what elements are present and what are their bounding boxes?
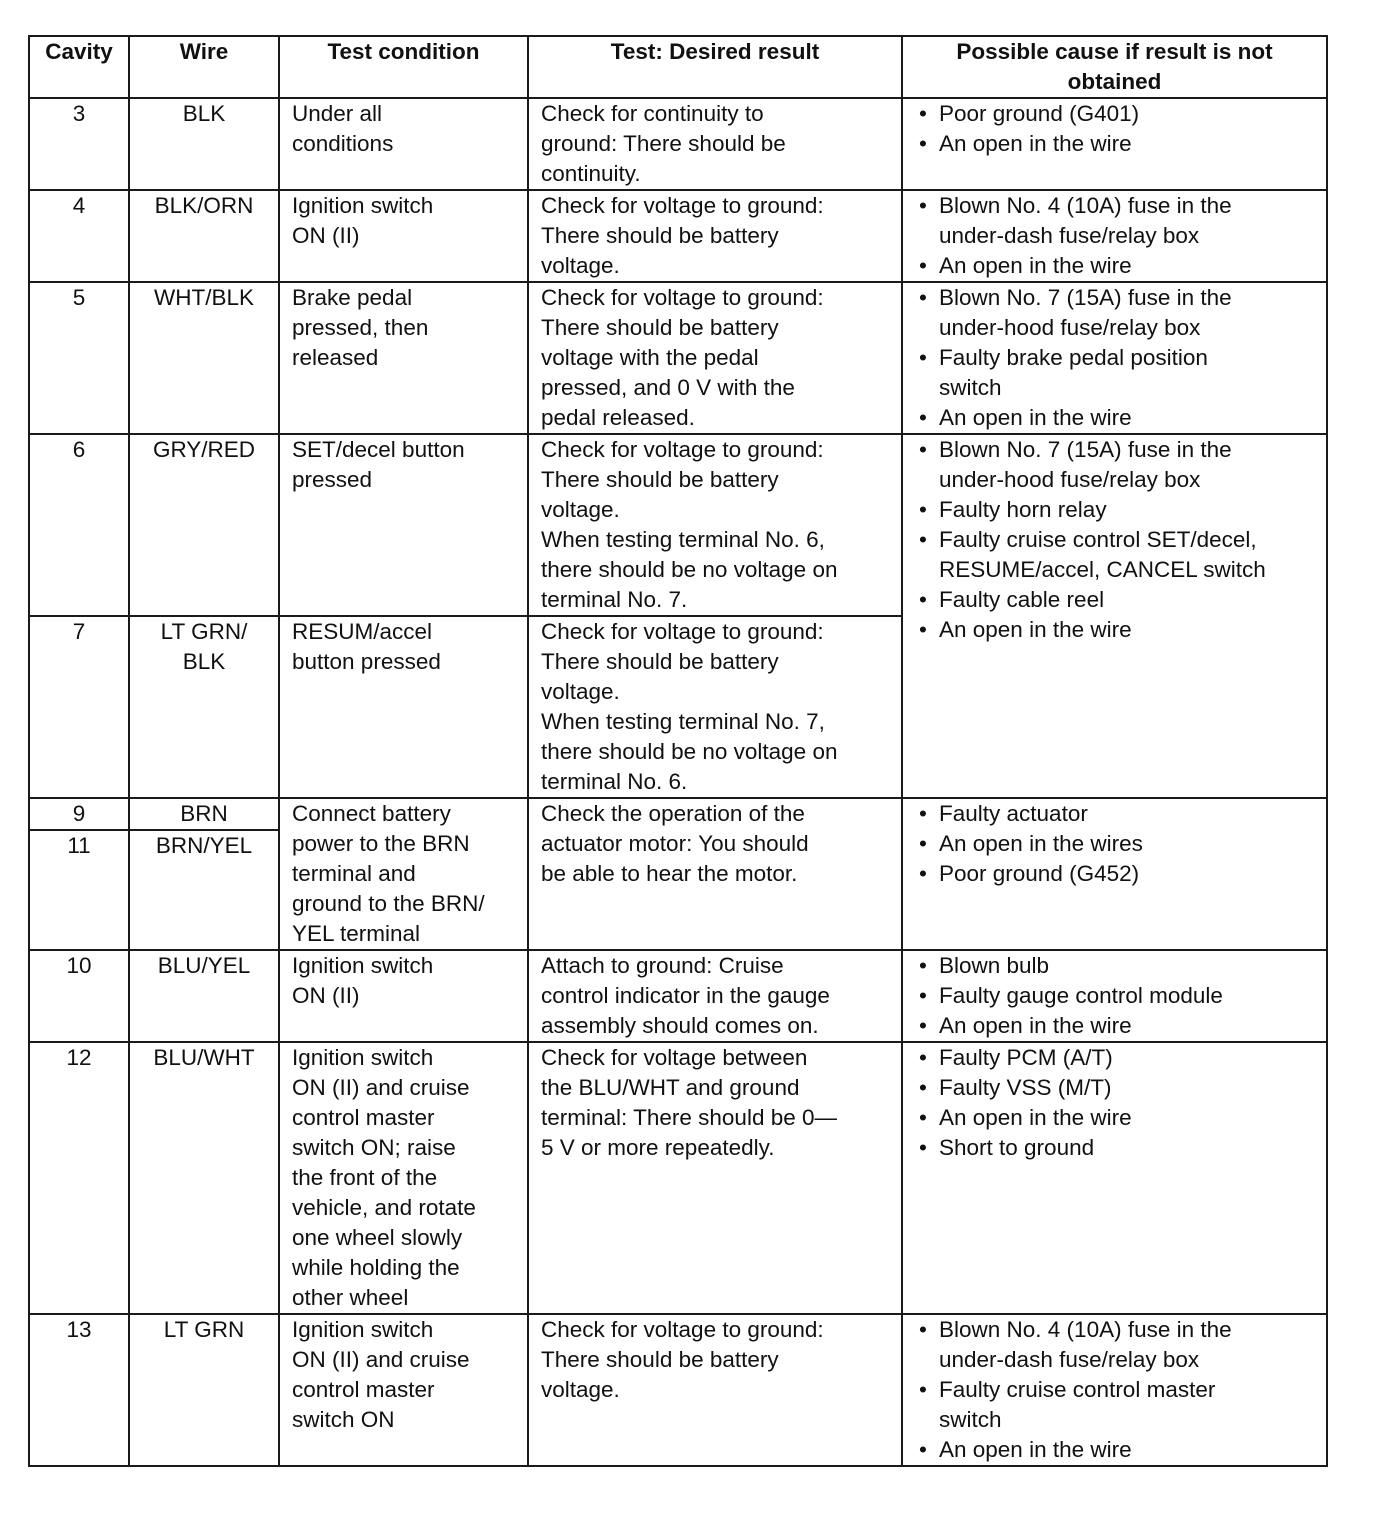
cause-item: • An open in the wire: [915, 1103, 1318, 1133]
result-line: voltage with the pedal: [541, 345, 759, 370]
condition-line: Brake pedal: [292, 285, 413, 310]
condition-line: ON (II) and cruise: [292, 1075, 470, 1100]
result-line: ground: There should be: [541, 131, 786, 156]
result-line: terminal No. 7.: [541, 587, 688, 612]
cavity-cell: 3: [29, 98, 129, 190]
cause-cell: [902, 434, 1327, 798]
cause-item: [915, 525, 1318, 585]
cause-cell: [902, 1314, 1327, 1466]
header-desired-result: Test: Desired result: [528, 36, 902, 98]
wire-cell: BLU/YEL: [129, 950, 279, 1042]
cause-line: • Faulty cruise control master: [939, 1377, 1216, 1402]
cause-line: under-hood fuse/relay box: [939, 467, 1201, 492]
result-line: Check for voltage to ground:: [541, 285, 824, 310]
cause-item: • An open in the wire: [915, 403, 1318, 433]
condition-line: control master: [292, 1105, 435, 1130]
cause-line: under-hood fuse/relay box: [939, 315, 1201, 340]
cause-line: • Faulty cruise control SET/decel,: [939, 527, 1257, 552]
cause-item: [915, 283, 1318, 343]
diagnostic-table: [28, 35, 1328, 1467]
result-line: There should be battery: [541, 315, 779, 340]
table-row: [29, 190, 1327, 282]
condition-line: Under all: [292, 101, 383, 126]
wire-cell: [129, 616, 279, 798]
result-line: pedal released.: [541, 405, 695, 430]
condition-cell: [279, 98, 528, 190]
cavity-cell: 10: [29, 950, 129, 1042]
cause-item: • Blown bulb: [915, 951, 1318, 981]
cause-item: • An open in the wire: [915, 615, 1318, 645]
wire-cell: BLK: [129, 98, 279, 190]
cause-item: • An open in the wire: [915, 1011, 1318, 1041]
header-wire: Wire: [129, 36, 279, 98]
result-line: voltage.: [541, 679, 620, 704]
wire-cell: LT GRN: [129, 1314, 279, 1466]
cause-list: [915, 1315, 1318, 1465]
cause-cell: [902, 190, 1327, 282]
cavity-cell: 7: [29, 616, 129, 798]
cause-item: [915, 1375, 1318, 1435]
cause-item: [915, 343, 1318, 403]
cause-item: • An open in the wire: [915, 251, 1318, 281]
cause-line: switch: [939, 375, 1002, 400]
result-line: the BLU/WHT and ground: [541, 1075, 800, 1100]
cause-line: under-dash fuse/relay box: [939, 223, 1200, 248]
result-line: assembly should comes on.: [541, 1013, 819, 1038]
table-row: [29, 1314, 1327, 1466]
cause-list: [915, 799, 1318, 889]
condition-line: Ignition switch: [292, 953, 434, 978]
table-row: [29, 282, 1327, 434]
cavity-cell: 4: [29, 190, 129, 282]
condition-line: SET/decel button: [292, 437, 465, 462]
condition-line: conditions: [292, 131, 394, 156]
result-line: voltage.: [541, 253, 620, 278]
cause-item: • Faulty cable reel: [915, 585, 1318, 615]
condition-line: YEL terminal: [292, 921, 420, 946]
cause-item: • Faulty horn relay: [915, 495, 1318, 525]
cause-line: under-dash fuse/relay box: [939, 1347, 1200, 1372]
result-line: pressed, and 0 V with the: [541, 375, 795, 400]
cause-item: [915, 1315, 1318, 1375]
condition-line: other wheel: [292, 1285, 409, 1310]
result-line: Check the operation of the: [541, 801, 805, 826]
result-line: There should be battery: [541, 649, 779, 674]
table-row: [29, 798, 1327, 830]
table-row: [29, 1042, 1327, 1314]
condition-line: the front of the: [292, 1165, 438, 1190]
cause-list: [915, 951, 1318, 1041]
condition-line: one wheel slowly: [292, 1225, 463, 1250]
wire-cell: WHT/BLK: [129, 282, 279, 434]
condition-cell: [279, 1042, 528, 1314]
header-cause-line: Possible cause if result is not: [956, 39, 1273, 64]
condition-line: ground to the BRN/: [292, 891, 485, 916]
cause-item: [915, 191, 1318, 251]
result-line: There should be battery: [541, 467, 779, 492]
result-cell: [528, 1314, 902, 1466]
condition-line: RESUM/accel: [292, 619, 433, 644]
cause-cell: [902, 798, 1327, 950]
result-line: terminal No. 6.: [541, 769, 688, 794]
condition-cell: [279, 282, 528, 434]
cavity-cell: 11: [29, 830, 129, 950]
cavity-cell: 13: [29, 1314, 129, 1466]
cause-cell: [902, 950, 1327, 1042]
condition-cell: [279, 434, 528, 616]
result-cell: [528, 434, 902, 616]
condition-line: Ignition switch: [292, 1045, 434, 1070]
result-line: Check for voltage to ground:: [541, 437, 824, 462]
header-possible-cause: [902, 36, 1327, 98]
cause-list: [915, 435, 1318, 645]
cause-line: RESUME/accel, CANCEL switch: [939, 557, 1266, 582]
result-line: 5 V or more repeatedly.: [541, 1135, 775, 1160]
cause-item: • Faulty VSS (M/T): [915, 1073, 1318, 1103]
cavity-cell: 5: [29, 282, 129, 434]
result-cell: [528, 190, 902, 282]
cause-item: • Poor ground (G401): [915, 99, 1318, 129]
wire-cell: BLU/WHT: [129, 1042, 279, 1314]
condition-line: released: [292, 345, 379, 370]
header-cavity: Cavity: [29, 36, 129, 98]
result-cell: [528, 282, 902, 434]
result-line: there should be no voltage on: [541, 739, 838, 764]
table-row: [29, 950, 1327, 1042]
condition-cell: [279, 1314, 528, 1466]
cause-line: • Blown No. 7 (15A) fuse in the: [939, 285, 1232, 310]
condition-line: Ignition switch: [292, 193, 434, 218]
result-line: actuator motor: You should: [541, 831, 809, 856]
cause-item: • Poor ground (G452): [915, 859, 1318, 889]
result-cell: [528, 1042, 902, 1314]
condition-line: terminal and: [292, 861, 416, 886]
cause-item: • Faulty gauge control module: [915, 981, 1318, 1011]
header-row: [29, 36, 1327, 98]
cause-list: [915, 99, 1318, 159]
cause-list: [915, 1043, 1318, 1163]
cause-line: • Blown No. 4 (10A) fuse in the: [939, 193, 1232, 218]
table-row: [29, 434, 1327, 616]
cavity-cell: 6: [29, 434, 129, 616]
condition-line: power to the BRN: [292, 831, 470, 856]
result-line: Attach to ground: Cruise: [541, 953, 784, 978]
result-line: Check for continuity to: [541, 101, 764, 126]
condition-line: pressed, then: [292, 315, 429, 340]
cavity-cell: 9: [29, 798, 129, 830]
condition-line: Connect battery: [292, 801, 451, 826]
condition-line: control master: [292, 1377, 435, 1402]
wire-cell: BRN: [129, 798, 279, 830]
cause-line: • Blown No. 4 (10A) fuse in the: [939, 1317, 1232, 1342]
cause-list: [915, 283, 1318, 433]
cause-item: • An open in the wire: [915, 129, 1318, 159]
result-line: voltage.: [541, 497, 620, 522]
condition-cell: [279, 798, 528, 950]
result-line: When testing terminal No. 7,: [541, 709, 825, 734]
result-line: terminal: There should be 0—: [541, 1105, 837, 1130]
condition-cell: [279, 616, 528, 798]
cause-cell: [902, 282, 1327, 434]
condition-cell: [279, 950, 528, 1042]
cause-line: • Faulty brake pedal position: [939, 345, 1208, 370]
result-line: There should be battery: [541, 1347, 779, 1372]
cause-cell: [902, 98, 1327, 190]
result-line: voltage.: [541, 1377, 620, 1402]
cause-item: • An open in the wire: [915, 1435, 1318, 1465]
cause-item: • Faulty PCM (A/T): [915, 1043, 1318, 1073]
cause-list: [915, 191, 1318, 281]
table-row: [29, 98, 1327, 190]
condition-line: switch ON: [292, 1407, 395, 1432]
result-line: there should be no voltage on: [541, 557, 838, 582]
condition-line: ON (II) and cruise: [292, 1347, 470, 1372]
cause-line: • Blown No. 7 (15A) fuse in the: [939, 437, 1232, 462]
result-line: Check for voltage to ground:: [541, 619, 824, 644]
result-line: Check for voltage to ground:: [541, 1317, 824, 1342]
cause-item: • An open in the wires: [915, 829, 1318, 859]
result-line: Check for voltage between: [541, 1045, 808, 1070]
cause-item: [915, 435, 1318, 495]
condition-line: while holding the: [292, 1255, 460, 1280]
wire-cell: BRN/YEL: [129, 830, 279, 950]
condition-cell: [279, 190, 528, 282]
result-cell: [528, 798, 902, 950]
result-cell: [528, 616, 902, 798]
condition-line: ON (II): [292, 983, 360, 1008]
header-cause-line: obtained: [1067, 69, 1162, 94]
wire-cell: GRY/RED: [129, 434, 279, 616]
cause-cell: [902, 1042, 1327, 1314]
result-line: continuity.: [541, 161, 641, 186]
wire-line: LT GRN/: [160, 619, 248, 644]
condition-line: Ignition switch: [292, 1317, 434, 1342]
result-line: be able to hear the motor.: [541, 861, 798, 886]
header-test-condition: Test condition: [279, 36, 528, 98]
result-line: There should be battery: [541, 223, 779, 248]
result-line: control indicator in the gauge: [541, 983, 830, 1008]
condition-line: pressed: [292, 467, 373, 492]
wire-cell: BLK/ORN: [129, 190, 279, 282]
condition-line: button pressed: [292, 649, 441, 674]
condition-line: vehicle, and rotate: [292, 1195, 476, 1220]
condition-line: ON (II): [292, 223, 360, 248]
result-cell: [528, 98, 902, 190]
result-cell: [528, 950, 902, 1042]
cause-item: • Faulty actuator: [915, 799, 1318, 829]
wire-line: BLK: [182, 649, 226, 674]
cause-item: • Short to ground: [915, 1133, 1318, 1163]
result-line: When testing terminal No. 6,: [541, 527, 825, 552]
cavity-cell: 12: [29, 1042, 129, 1314]
cause-line: switch: [939, 1407, 1002, 1432]
result-line: Check for voltage to ground:: [541, 193, 824, 218]
condition-line: switch ON; raise: [292, 1135, 456, 1160]
